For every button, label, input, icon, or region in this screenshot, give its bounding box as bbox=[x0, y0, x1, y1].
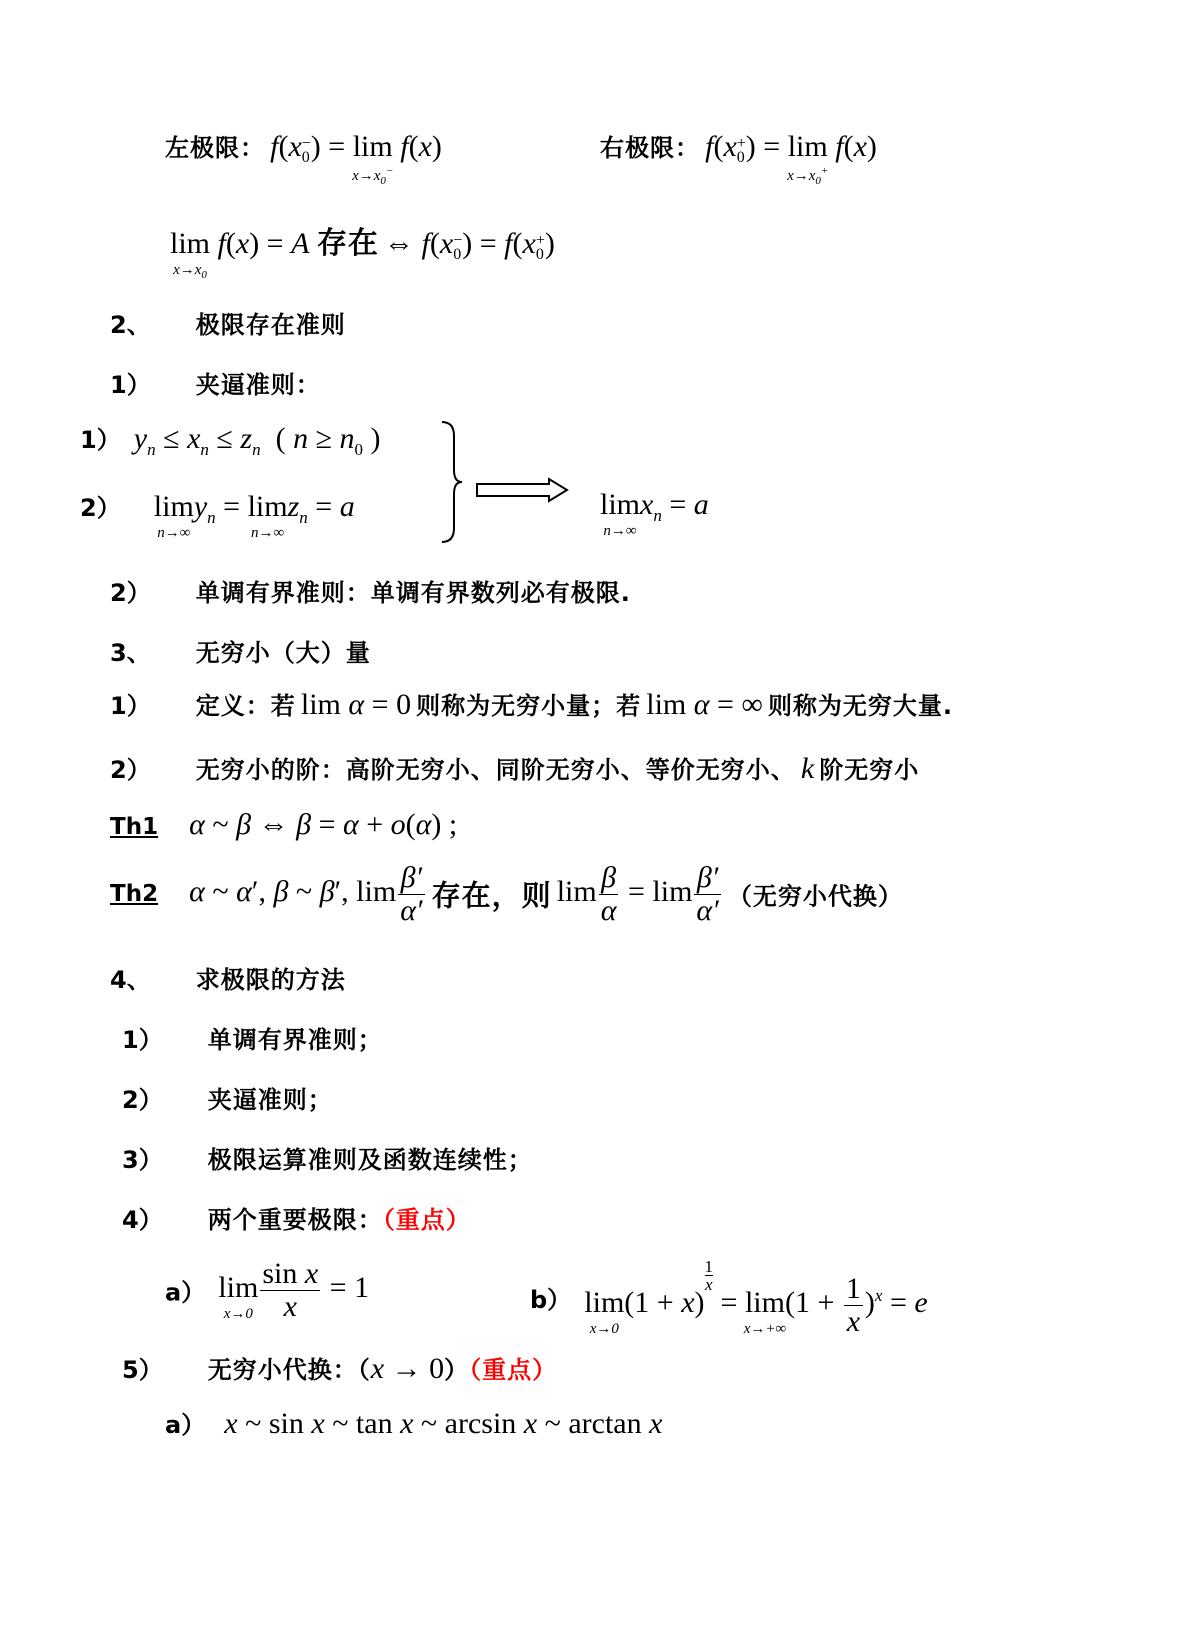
equivalence-formula: x ~ sin x ~ tan x ~ arcsin x ~ arctan x bbox=[224, 1407, 663, 1440]
section-title: 极限存在准则 bbox=[195, 311, 346, 339]
section-number: 3、 bbox=[110, 639, 151, 667]
section-2-heading bbox=[110, 305, 346, 340]
method-3 bbox=[122, 1140, 533, 1175]
theorem-2-note: （无穷小代换） bbox=[727, 882, 903, 911]
method-2 bbox=[122, 1080, 333, 1115]
item-number: 2） bbox=[122, 1086, 163, 1114]
lim-alpha-infinity: lim α = ∞ bbox=[646, 688, 763, 721]
exists-word: 存在 bbox=[431, 878, 492, 913]
squeeze-conclusion bbox=[600, 488, 709, 539]
theorem-2-formula-b: lim $\frac{\beta}{\alpha}$ = lim $\frac{\beta'}{\alpha'}$ bbox=[556, 861, 719, 927]
section-number: 4、 bbox=[110, 966, 151, 994]
item-letter: a） bbox=[165, 1278, 206, 1307]
section-3-heading bbox=[110, 633, 371, 668]
item-number: 4） bbox=[122, 1206, 163, 1234]
key-point-badge: （重点） bbox=[382, 1206, 471, 1234]
section-4-heading bbox=[110, 960, 346, 995]
item-text: 两个重要极限： bbox=[207, 1206, 383, 1234]
brace-icon bbox=[440, 420, 470, 545]
equivalent-infinitesimals-a bbox=[165, 1405, 662, 1441]
item-letter: b） bbox=[530, 1286, 572, 1315]
item-number: 5） bbox=[122, 1356, 163, 1384]
definition-text-3: 则称为无穷大量. bbox=[767, 692, 954, 720]
conclusion-formula: lim n→∞ $x_n = a$ bbox=[600, 488, 709, 539]
x-to-zero: x → 0 bbox=[370, 1352, 445, 1385]
definition-text-2: 则称为无穷小量；若 bbox=[416, 692, 642, 720]
section-title: 无穷小（大）量 bbox=[195, 639, 371, 667]
item-number: 1） bbox=[110, 692, 151, 720]
definition-text-1: 定义：若 bbox=[195, 692, 296, 720]
key-point-badge: （重点） bbox=[469, 1356, 558, 1384]
item-number: 2） bbox=[110, 579, 151, 607]
item-text-close: ） bbox=[444, 1356, 470, 1384]
condition-number: 2） bbox=[80, 494, 121, 522]
important-limit-a bbox=[165, 1258, 369, 1322]
theorem-2-line bbox=[110, 862, 903, 926]
theorem-1-label: Th1 bbox=[110, 814, 159, 840]
double-arrow-icon bbox=[475, 478, 570, 502]
squeeze-condition-1 bbox=[80, 420, 381, 460]
method-1 bbox=[122, 1020, 383, 1055]
monotone-bounded-line bbox=[110, 573, 631, 608]
limit-exists-formula-b: ⇔ f(x− 0) = f(x+ 0) bbox=[384, 227, 555, 263]
order-text-1: 无穷小的阶：高阶无穷小、同阶无穷小、等价无穷小、 bbox=[195, 756, 796, 784]
condition-1-formula: $y_n \le x_n \le z_n$ ( $n \ge n_0$ ) bbox=[133, 422, 381, 459]
left-limit-formula: f(x− 0) = lim $x\to x_0^-$ f(x) bbox=[270, 130, 442, 187]
then-word: ，则 bbox=[491, 878, 552, 913]
exists-word: 存在 bbox=[316, 226, 379, 261]
condition-number: 1） bbox=[80, 426, 121, 454]
item-text: 夹逼准则； bbox=[207, 1086, 333, 1114]
definition-line bbox=[110, 686, 953, 722]
theorem-1-formula: α ~ β ⇔ β = α + o(α) ; bbox=[189, 808, 458, 841]
item-letter: a） bbox=[165, 1411, 206, 1439]
left-limit-line bbox=[165, 128, 442, 187]
method-4 bbox=[122, 1200, 471, 1235]
section-title: 求极限的方法 bbox=[195, 966, 346, 994]
method-5 bbox=[122, 1350, 557, 1386]
right-limit-label: 右极限： bbox=[600, 134, 700, 162]
item-text: 无穷小代换：（ bbox=[207, 1356, 371, 1384]
k-variable: k bbox=[800, 752, 815, 785]
item-number: 3） bbox=[122, 1146, 163, 1174]
squeeze-heading bbox=[110, 365, 321, 400]
item-number: 1） bbox=[122, 1026, 163, 1054]
item-text: 单调有界准则； bbox=[207, 1026, 383, 1054]
theorem-1-line bbox=[110, 808, 457, 842]
squeeze-condition-2 bbox=[80, 488, 355, 541]
left-limit-label: 左极限： bbox=[165, 134, 265, 162]
section-number: 2、 bbox=[110, 311, 151, 339]
e-limit-formula: lim x→0 (1 + x) $\frac{1}{x}$ = lim x→+∞ (1 + $\frac{1}{x}$ )$^x$ = e bbox=[584, 1257, 928, 1338]
order-line bbox=[110, 750, 919, 786]
order-text-2: 阶无穷小 bbox=[819, 756, 920, 784]
right-limit-formula: f(x+ 0) = lim $x\to x_0^+$ f(x) bbox=[705, 130, 877, 187]
item-number: 2） bbox=[110, 756, 151, 784]
right-limit-line bbox=[600, 128, 877, 187]
item-title: 夹逼准则： bbox=[195, 371, 321, 399]
limit-exists-line bbox=[170, 218, 555, 281]
item-text: 单调有界准则：单调有界数列必有极限. bbox=[195, 579, 631, 607]
lim-alpha-zero: lim α = 0 bbox=[300, 688, 412, 721]
item-text: 极限运算准则及函数连续性； bbox=[207, 1146, 533, 1174]
theorem-2-formula-a: α ~ α′, β ~ β′, lim $\frac{\beta'}{\alpha'}$ bbox=[189, 861, 423, 927]
limit-exists-formula-a: lim $x\to x_0$ f(x) = A bbox=[170, 227, 310, 281]
sin-limit-formula: lim x→0 $\frac{\text{sin x}}{x}$ = 1 bbox=[218, 1257, 370, 1323]
theorem-2-label: Th2 bbox=[110, 881, 159, 907]
important-limit-b bbox=[530, 1258, 928, 1337]
item-number: 1） bbox=[110, 371, 151, 399]
condition-2-formula: lim n→∞ $y_n = \lim$ n→∞ $z_n = a$ bbox=[153, 490, 355, 541]
